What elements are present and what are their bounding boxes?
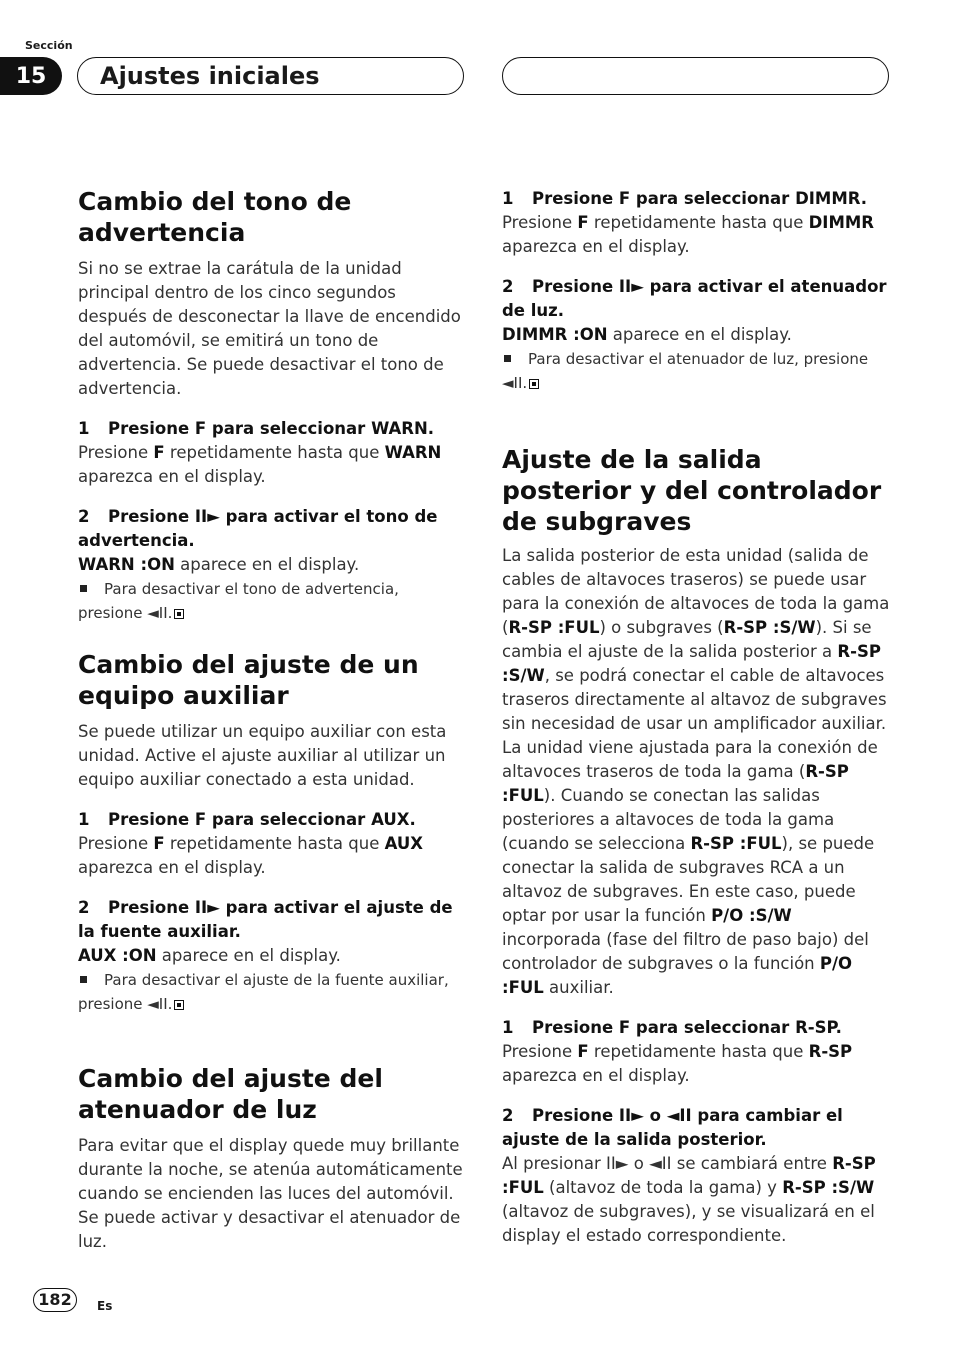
note: Para desactivar el atenuador de luz, presione ◄II.: [502, 350, 869, 392]
step-2: 2 Presione II► o ◄II para cambiar el ajuste de la salida posterior.: [502, 1106, 843, 1149]
end-mark-icon: [174, 609, 184, 619]
step-1-text: Presione F repetidamente hasta que WARN aparezca en el display.: [78, 443, 442, 486]
step-2-text: Al presionar II► o ◄II se cambiará entre R-SP :FUL (altavoz de toda la gama) y R-SP :S/W (altavoz de subgraves), y se visualizará en el display el estado correspondiente.: [502, 1154, 876, 1245]
note: Para desactivar el ajuste de la fuente auxiliar, presione ◄II.: [78, 971, 449, 1013]
step-2-result: AUX :ON aparece en el display.: [78, 946, 341, 965]
aux-section: [78, 649, 468, 1016]
section-heading: Cambio del tono de advertencia: [78, 187, 352, 247]
bullet-square-icon: [80, 976, 87, 983]
step-2: 2 Presione II► para activar el tono de advertencia.: [78, 507, 438, 550]
section-heading: Ajuste de la salida posterior y del controlador de subgraves: [502, 445, 882, 536]
back-pause-icon: ◄II: [502, 374, 523, 392]
page-number: 182: [33, 1288, 77, 1312]
back-pause-icon: ◄II: [649, 1154, 672, 1173]
chapter-title-box: [77, 57, 464, 95]
step-1-text: Presione F repetidamente hasta que R-SP aparezca en el display.: [502, 1042, 853, 1085]
play-pause-icon: II►: [606, 1154, 629, 1173]
step-1-text: Presione F repetidamente hasta que AUX aparezca en el display.: [78, 834, 423, 877]
section-heading: Cambio del ajuste de un equipo auxiliar: [78, 650, 419, 710]
step-2: 2 Presione II► para activar el atenuador de luz.: [502, 277, 887, 320]
step-1: 1 Presione F para seleccionar R-SP.: [502, 1018, 842, 1037]
dimmer-steps: [502, 187, 892, 395]
rear-output-section: [502, 444, 892, 1248]
back-pause-icon: ◄II: [666, 1106, 692, 1125]
play-pause-icon: II►: [618, 277, 644, 296]
back-pause-icon: ◄II: [147, 995, 168, 1013]
bullet-square-icon: [504, 355, 511, 362]
play-pause-icon: II►: [618, 1106, 644, 1125]
bullet-square-icon: [80, 585, 87, 592]
section-paragraph-2: La unidad viene ajustada para la conexión de altavoces traseros de toda la gama (R-SP :FUL). Cuando se conectan las salidas posteriores a altavoces de toda la gama (cuando se selecciona R-SP :FUL), se puede conectar la salida de subgraves RCA a un altavoz de subgraves. En este caso, puede optar por usar la función P/O :S/W incorporada (fase del filtro de paso bajo) del controlador de subgraves o la función P/O :FUL auxiliar.: [502, 738, 878, 997]
step-1: 1 Presione F para seleccionar AUX.: [78, 810, 416, 829]
step-1: 1 Presione F para seleccionar WARN.: [78, 419, 435, 438]
warning-tone-section: [78, 186, 468, 625]
end-mark-icon: [174, 1000, 184, 1010]
step-1: 1 Presione F para seleccionar DIMMR.: [502, 189, 868, 208]
play-pause-icon: II►: [194, 898, 220, 917]
section-label: Sección: [25, 39, 73, 52]
step-2: 2 Presione II► para activar el ajuste de la fuente auxiliar.: [78, 898, 453, 941]
empty-header-box: [502, 57, 889, 95]
section-intro: Para evitar que el display quede muy brillante durante la noche, se atenúa automáticamente cuando se encienden las luces del automóvil. Se puede activar y desactivar el atenuador de luz.: [78, 1136, 463, 1251]
chapter-title: Ajustes iniciales: [100, 62, 320, 90]
step-1-text: Presione F repetidamente hasta que DIMMR aparezca en el display.: [502, 213, 874, 256]
section-paragraph-1: La salida posterior de esta unidad (salida de cables de altavoces traseros) se puede usar para la conexión de altavoces de toda la gama (R-SP :FUL) o subgraves (R-SP :S/W). Si se cambia el ajuste de la salida posterior a R-SP :S/W, se podrá conectar el cable de altavoces traseros directamente al altavoz de subgraves sin necesidad de usar un amplificador auxiliar.: [502, 546, 890, 733]
note: Para desactivar el tono de advertencia, presione ◄II.: [78, 580, 399, 622]
play-pause-icon: II►: [194, 507, 220, 526]
back-pause-icon: ◄II: [147, 604, 168, 622]
section-heading: Cambio del ajuste del atenuador de luz: [78, 1064, 383, 1124]
section-intro: Se puede utilizar un equipo auxiliar con esta unidad. Active el ajuste auxiliar al utilizar un equipo auxiliar conectado a esta unidad.: [78, 722, 447, 789]
step-2-result: WARN :ON aparece en el display.: [78, 555, 360, 574]
language-label: Es: [97, 1299, 113, 1313]
section-number-badge: 15: [0, 57, 62, 95]
step-2-result: DIMMR :ON aparece en el display.: [502, 325, 792, 344]
section-intro: Si no se extrae la carátula de la unidad principal dentro de los cinco segundos después de desconectar la llave de encendido del automóvil, se emitirá un tono de advertencia. Se puede desactivar el tono de advertencia.: [78, 259, 461, 398]
dimmer-section: [78, 1063, 468, 1254]
end-mark-icon: [529, 379, 539, 389]
